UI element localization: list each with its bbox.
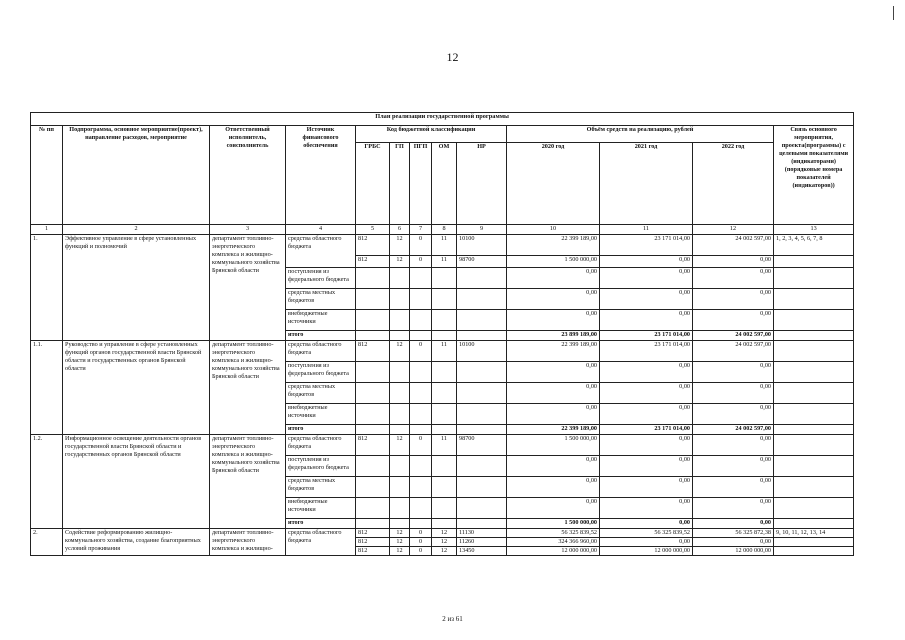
code-empty [390, 477, 410, 498]
code-empty [356, 477, 390, 498]
total-amount: 23 899 189,00 [507, 331, 600, 341]
header-2022: 2022 год [693, 143, 774, 225]
amount-y2021: 12 000 000,00 [600, 547, 693, 556]
amount-local: 0,00 [600, 383, 693, 404]
indicator-link [774, 519, 854, 529]
amount-extra: 0,00 [693, 404, 774, 425]
col-num: 9 [457, 225, 507, 235]
code-empty [410, 310, 432, 331]
amount-federal: 0,00 [507, 362, 600, 383]
code-empty [410, 331, 432, 341]
code-pgp: 0 [410, 435, 432, 456]
code-empty [356, 289, 390, 310]
code-empty [432, 519, 457, 529]
code-empty [390, 331, 410, 341]
indicator-link [774, 268, 854, 289]
indicator-link [774, 538, 854, 547]
total-label: итого [286, 425, 356, 435]
amount-y2020: 1 500 000,00 [507, 435, 600, 456]
table-row [31, 341, 854, 362]
code-empty [432, 268, 457, 289]
indicator-link [774, 404, 854, 425]
header-num: № пп [31, 126, 63, 225]
indicator-link [774, 547, 854, 556]
source-regional: средства областного бюджета [286, 529, 356, 556]
amount-local: 0,00 [507, 477, 600, 498]
col-num: 13 [774, 225, 854, 235]
indicator-link [774, 456, 854, 477]
code-pgp: 0 [410, 256, 432, 268]
code-empty [432, 456, 457, 477]
code-empty [410, 383, 432, 404]
code-empty [390, 289, 410, 310]
amount-extra: 0,00 [507, 310, 600, 331]
code-grbs: 812 [356, 235, 390, 256]
source-local: средства местных бюджетов [286, 383, 356, 404]
amount-federal: 0,00 [693, 362, 774, 383]
page-edge-mark [893, 6, 894, 20]
code-nr: 10100 [457, 341, 507, 362]
code-om: 11 [432, 256, 457, 268]
header-row-1 [31, 126, 854, 143]
indicator-link [774, 341, 854, 362]
indicator-link [774, 331, 854, 341]
code-empty [410, 268, 432, 289]
code-gp: 12 [390, 256, 410, 268]
header-budget-code: Код бюджетной классификации [356, 126, 507, 143]
code-empty [410, 425, 432, 435]
source-federal: поступления из федерального бюджета [286, 456, 356, 477]
amount-extra: 0,00 [600, 498, 693, 519]
code-empty [390, 362, 410, 383]
table-row [31, 529, 854, 538]
code-empty [410, 289, 432, 310]
amount-y2021: 0,00 [600, 435, 693, 456]
amount-y2022: 24 002 597,00 [693, 341, 774, 362]
code-empty [432, 310, 457, 331]
amount-federal: 0,00 [693, 456, 774, 477]
code-pgp: 0 [410, 341, 432, 362]
amount-local: 0,00 [507, 289, 600, 310]
code-empty [390, 383, 410, 404]
source-regional: средства областного бюджета [286, 435, 356, 456]
source-local: средства местных бюджетов [286, 289, 356, 310]
code-om: 12 [432, 547, 457, 556]
col-num: 3 [210, 225, 286, 235]
table-row [31, 235, 854, 256]
code-om: 11 [432, 235, 457, 256]
total-amount: 23 171 014,00 [600, 425, 693, 435]
item-executor: департамент топливно-энергетического комплекса и жилищно-коммунального хозяйства Брянской области [210, 435, 286, 529]
amount-federal: 0,00 [600, 456, 693, 477]
code-nr: 98700 [457, 256, 507, 268]
total-amount: 0,00 [600, 519, 693, 529]
table-row [31, 435, 854, 456]
header-pgp: ПГП [410, 143, 432, 225]
code-nr: 11130 [457, 529, 507, 538]
code-empty [432, 404, 457, 425]
indicator-link [774, 383, 854, 404]
code-empty [410, 456, 432, 477]
amount-y2021: 23 171 014,00 [600, 235, 693, 256]
amount-federal: 0,00 [507, 456, 600, 477]
code-empty [356, 268, 390, 289]
col-num: 10 [507, 225, 600, 235]
amount-y2022: 12 000 000,00 [693, 547, 774, 556]
col-num: 7 [410, 225, 432, 235]
program-plan-table [30, 112, 854, 556]
code-empty [410, 404, 432, 425]
code-empty [356, 498, 390, 519]
header-grbs: ГРБС [356, 143, 390, 225]
amount-local: 0,00 [600, 289, 693, 310]
code-grbs: 812 [356, 341, 390, 362]
code-empty [432, 498, 457, 519]
code-gp: 12 [390, 529, 410, 538]
amount-y2020: 56 325 839,52 [507, 529, 600, 538]
code-empty [390, 310, 410, 331]
col-num: 12 [693, 225, 774, 235]
code-empty [432, 331, 457, 341]
code-empty [356, 331, 390, 341]
code-empty [356, 456, 390, 477]
code-pgp: 0 [410, 547, 432, 556]
item-number: 2. [31, 529, 63, 556]
total-amount: 24 002 597,00 [693, 331, 774, 341]
code-nr: 11260 [457, 538, 507, 547]
indicator-link [774, 289, 854, 310]
code-empty [432, 383, 457, 404]
indicator-link: 1, 2, 3, 4, 5, 6, 7, 8 [774, 235, 854, 256]
amount-local: 0,00 [693, 289, 774, 310]
header-2020: 2020 год [507, 143, 600, 225]
total-label: итого [286, 331, 356, 341]
code-empty [457, 383, 507, 404]
code-empty [390, 425, 410, 435]
code-empty [356, 310, 390, 331]
header-link: Связь основного мероприятия, проекта(программы) с целевыми показателями (индикаторами) (порядковые номера показателей (индикаторов)) [774, 126, 854, 225]
header-2021: 2021 год [600, 143, 693, 225]
code-gp: 12 [390, 235, 410, 256]
col-num: 11 [600, 225, 693, 235]
amount-extra: 0,00 [507, 498, 600, 519]
code-om: 12 [432, 529, 457, 538]
amount-extra: 0,00 [600, 404, 693, 425]
source-federal: поступления из федерального бюджета [286, 268, 356, 289]
amount-y2020: 1 500 000,00 [507, 256, 600, 268]
item-name: Содействие реформированию жилищно-коммунального хозяйства, создание благоприятных условий проживания [63, 529, 210, 556]
total-amount: 23 171 014,00 [600, 331, 693, 341]
amount-local: 0,00 [507, 383, 600, 404]
item-number: 1. [31, 235, 63, 341]
header-executor: Ответственный исполнитель, соисполнитель [210, 126, 286, 225]
item-name: Руководство и управление в сфере установленных функций органов государственной власти Брянской области и государственных органов Брянской области [63, 341, 210, 435]
amount-extra: 0,00 [693, 310, 774, 331]
code-gp: 12 [390, 538, 410, 547]
header-amount: Объём средств на реализацию, рублей [507, 126, 774, 143]
amount-y2022: 0,00 [693, 435, 774, 456]
indicator-link [774, 498, 854, 519]
header-name: Подпрограмма, основное мероприятие(проект), направление расходов, мероприятие [63, 126, 210, 225]
code-empty [410, 477, 432, 498]
amount-y2022: 0,00 [693, 538, 774, 547]
amount-federal: 0,00 [600, 268, 693, 289]
code-empty [457, 404, 507, 425]
total-amount: 24 002 597,00 [693, 425, 774, 435]
code-empty [457, 456, 507, 477]
code-nr: 13450 [457, 547, 507, 556]
amount-extra: 0,00 [693, 498, 774, 519]
amount-federal: 0,00 [600, 362, 693, 383]
item-executor: департамент топливно-энергетического комплекса и жилищно-коммунального хозяйства Брянской области [210, 341, 286, 435]
code-pgp: 0 [410, 235, 432, 256]
code-empty [390, 519, 410, 529]
code-nr: 10100 [457, 235, 507, 256]
col-num: 6 [390, 225, 410, 235]
amount-local: 0,00 [600, 477, 693, 498]
code-empty [457, 519, 507, 529]
col-num: 4 [286, 225, 356, 235]
total-label: итого [286, 519, 356, 529]
source-extra: внебюджетные источники [286, 498, 356, 519]
code-empty [356, 383, 390, 404]
amount-extra: 0,00 [600, 310, 693, 331]
amount-y2021: 0,00 [600, 538, 693, 547]
code-nr: 98700 [457, 435, 507, 456]
item-executor: департамент топливно-энергетического комплекса и жилищно- [210, 529, 286, 556]
total-amount: 1 500 000,00 [507, 519, 600, 529]
col-num: 8 [432, 225, 457, 235]
code-grbs: 812 [356, 538, 390, 547]
code-empty [390, 268, 410, 289]
code-om: 11 [432, 435, 457, 456]
code-empty [457, 362, 507, 383]
header-gp: ГП [390, 143, 410, 225]
page-number: 12 [446, 50, 459, 64]
source-regional: средства областного бюджета [286, 235, 356, 268]
code-empty [457, 477, 507, 498]
item-number: 1.2. [31, 435, 63, 529]
amount-y2020: 324 366 960,00 [507, 538, 600, 547]
code-pgp: 0 [410, 529, 432, 538]
amount-y2022: 24 002 597,00 [693, 235, 774, 256]
code-empty [410, 498, 432, 519]
code-gp: 12 [390, 341, 410, 362]
col-num: 1 [31, 225, 63, 235]
source-federal: поступления из федерального бюджета [286, 362, 356, 383]
amount-extra: 0,00 [507, 404, 600, 425]
code-empty [356, 362, 390, 383]
item-executor: департамент топливно-энергетического комплекса и жилищно-коммунального хозяйства Брянской области [210, 235, 286, 341]
header-nr: НР [457, 143, 507, 225]
code-grbs: 812 [356, 435, 390, 456]
code-empty [457, 289, 507, 310]
amount-y2022: 0,00 [693, 256, 774, 268]
total-amount: 0,00 [693, 519, 774, 529]
amount-y2020: 22 399 189,00 [507, 341, 600, 362]
code-empty [457, 498, 507, 519]
code-empty [432, 289, 457, 310]
code-empty [356, 425, 390, 435]
table-title-row [31, 113, 854, 126]
code-gp: 12 [390, 435, 410, 456]
total-amount: 22 399 189,00 [507, 425, 600, 435]
code-empty [432, 362, 457, 383]
header-om: ОМ [432, 143, 457, 225]
indicator-link [774, 310, 854, 331]
code-empty [432, 477, 457, 498]
amount-local: 0,00 [693, 383, 774, 404]
code-gp: 12 [390, 547, 410, 556]
col-num: 5 [356, 225, 390, 235]
indicator-link [774, 477, 854, 498]
amount-federal: 0,00 [507, 268, 600, 289]
header-source: Источник финансового обеспечения [286, 126, 356, 225]
amount-y2020: 22 399 189,00 [507, 235, 600, 256]
code-empty [410, 519, 432, 529]
amount-y2020: 12 000 000,00 [507, 547, 600, 556]
indicator-link [774, 256, 854, 268]
item-name: Эффективное управление в сфере установленных функций и полномочий [63, 235, 210, 341]
item-name: Информационное освещение деятельности органов государственной власти Брянской области и государственных органов Брянской области [63, 435, 210, 529]
col-num: 2 [63, 225, 210, 235]
code-empty [457, 268, 507, 289]
indicator-link [774, 435, 854, 456]
code-grbs: 812 [356, 256, 390, 268]
code-om: 11 [432, 341, 457, 362]
code-empty [356, 404, 390, 425]
amount-y2021: 56 325 839,52 [600, 529, 693, 538]
column-number-row [31, 225, 854, 235]
code-empty [432, 425, 457, 435]
code-empty [390, 404, 410, 425]
indicator-link [774, 362, 854, 383]
amount-y2021: 0,00 [600, 256, 693, 268]
item-number: 1.1. [31, 341, 63, 435]
code-empty [390, 498, 410, 519]
amount-y2021: 23 171 014,00 [600, 341, 693, 362]
indicator-link: 9, 10, 11, 12, 13, 14 [774, 529, 854, 538]
code-grbs: 812 [356, 529, 390, 538]
code-om: 12 [432, 538, 457, 547]
source-extra: внебюджетные источники [286, 404, 356, 425]
code-empty [457, 425, 507, 435]
code-empty [457, 331, 507, 341]
amount-federal: 0,00 [693, 268, 774, 289]
code-empty [356, 519, 390, 529]
code-empty [457, 310, 507, 331]
table-title: План реализации государственной программы [31, 113, 854, 126]
amount-local: 0,00 [693, 477, 774, 498]
source-local: средства местных бюджетов [286, 477, 356, 498]
indicator-link [774, 425, 854, 435]
code-grbs: 812 [356, 547, 390, 556]
code-empty [410, 362, 432, 383]
page-footer: 2 из 61 [442, 615, 463, 623]
code-pgp: 0 [410, 538, 432, 547]
source-regional: средства областного бюджета [286, 341, 356, 362]
source-extra: внебюджетные источники [286, 310, 356, 331]
amount-y2022: 56 325 872,38 [693, 529, 774, 538]
code-empty [390, 456, 410, 477]
